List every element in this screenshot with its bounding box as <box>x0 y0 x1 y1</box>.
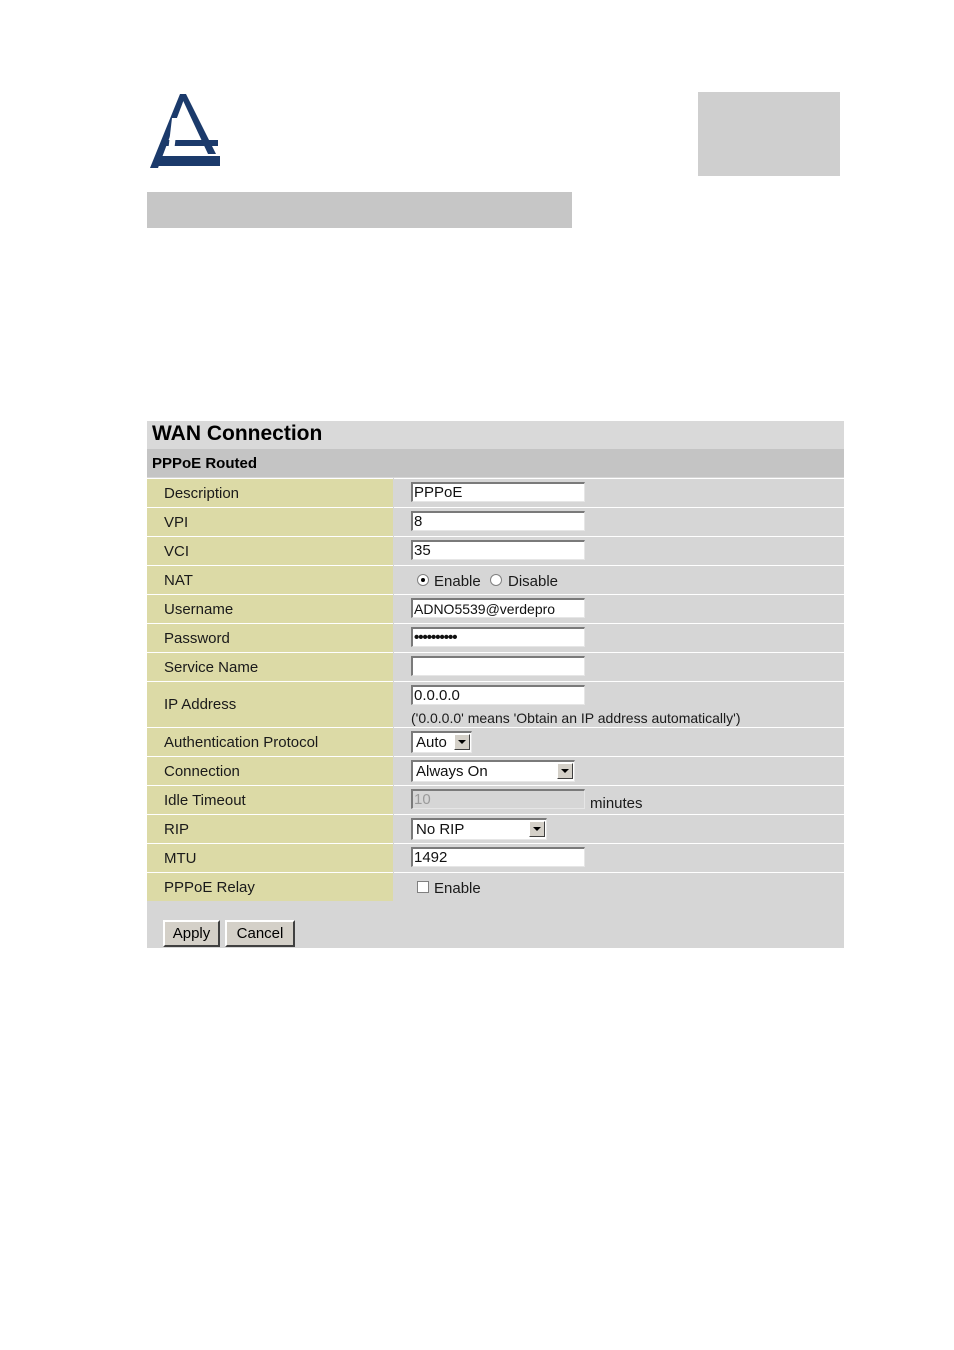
rip-select[interactable] <box>411 818 547 840</box>
row-ip-address <box>147 681 844 727</box>
mtu-input[interactable]: 1492 <box>411 847 585 867</box>
row-idle-timeout <box>147 785 844 814</box>
ip-address-label: IP Address <box>164 696 237 713</box>
apply-button[interactable]: Apply <box>163 920 220 947</box>
cancel-button[interactable]: Cancel <box>225 920 295 947</box>
panel-title: WAN Connection <box>152 422 323 445</box>
wan-connection-panel <box>147 421 844 948</box>
chevron-down-icon[interactable] <box>529 821 545 837</box>
row-service-name <box>147 652 844 681</box>
pppoe-relay-checkbox[interactable] <box>417 881 429 893</box>
nat-disable-radio[interactable] <box>490 574 502 586</box>
rip-label: RIP <box>164 821 190 838</box>
authentication-protocol-value: Auto <box>416 734 447 751</box>
pppoe-relay-enable-label: Enable <box>434 880 481 897</box>
nat-enable-label: Enable <box>434 573 481 590</box>
rip-value: No RIP <box>416 821 465 838</box>
mtu-label: MTU <box>164 850 197 867</box>
idle-timeout-label: Idle Timeout <box>164 792 246 809</box>
service-name-input[interactable] <box>411 656 585 676</box>
vci-label: VCI <box>164 543 190 560</box>
connection-value: Always On <box>416 763 488 780</box>
ip-address-hint: ('0.0.0.0' means 'Obtain an IP address automatically') <box>411 710 741 726</box>
row-pppoe-relay <box>147 872 844 901</box>
nat-enable-radio[interactable] <box>417 574 429 586</box>
row-mtu <box>147 843 844 872</box>
row-rip <box>147 814 844 843</box>
service-name-label: Service Name <box>164 659 259 676</box>
row-vpi <box>147 507 844 536</box>
row-nat <box>147 565 844 594</box>
row-username <box>147 594 844 623</box>
header-decoration-box <box>698 92 840 176</box>
authentication-protocol-label: Authentication Protocol <box>164 734 319 751</box>
ip-address-input[interactable]: 0.0.0.0 <box>411 685 585 705</box>
row-password <box>147 623 844 652</box>
password-label: Password <box>164 630 230 647</box>
header-bar <box>147 192 572 228</box>
panel-subtitle: PPPoE Routed <box>152 455 258 472</box>
pppoe-relay-label: PPPoE Relay <box>164 879 255 896</box>
vpi-label: VPI <box>164 514 189 531</box>
vci-input[interactable]: 35 <box>411 540 585 560</box>
atlantis-logo-icon <box>146 90 220 170</box>
row-vci <box>147 536 844 565</box>
chevron-down-icon[interactable] <box>557 763 573 779</box>
nat-label: NAT <box>164 572 193 589</box>
description-label: Description <box>164 485 240 502</box>
idle-timeout-input: 10 <box>411 789 585 809</box>
panel-subtitle-bar <box>147 449 844 477</box>
authentication-protocol-select[interactable] <box>411 731 472 753</box>
username-label: Username <box>164 601 234 618</box>
connection-label: Connection <box>164 763 240 780</box>
password-input[interactable]: •••••••••• <box>411 627 585 647</box>
description-input[interactable]: PPPoE <box>411 482 585 502</box>
nat-disable-label: Disable <box>508 573 559 590</box>
row-connection <box>147 756 844 785</box>
idle-timeout-unit: minutes <box>590 795 643 812</box>
chevron-down-icon[interactable] <box>454 734 470 750</box>
panel-title-bar <box>147 421 844 449</box>
connection-select[interactable] <box>411 760 575 782</box>
username-input[interactable]: ADNO5539@verdepro <box>411 598 585 618</box>
row-authentication-protocol <box>147 727 844 756</box>
row-description <box>147 478 844 507</box>
vpi-input[interactable]: 8 <box>411 511 585 531</box>
